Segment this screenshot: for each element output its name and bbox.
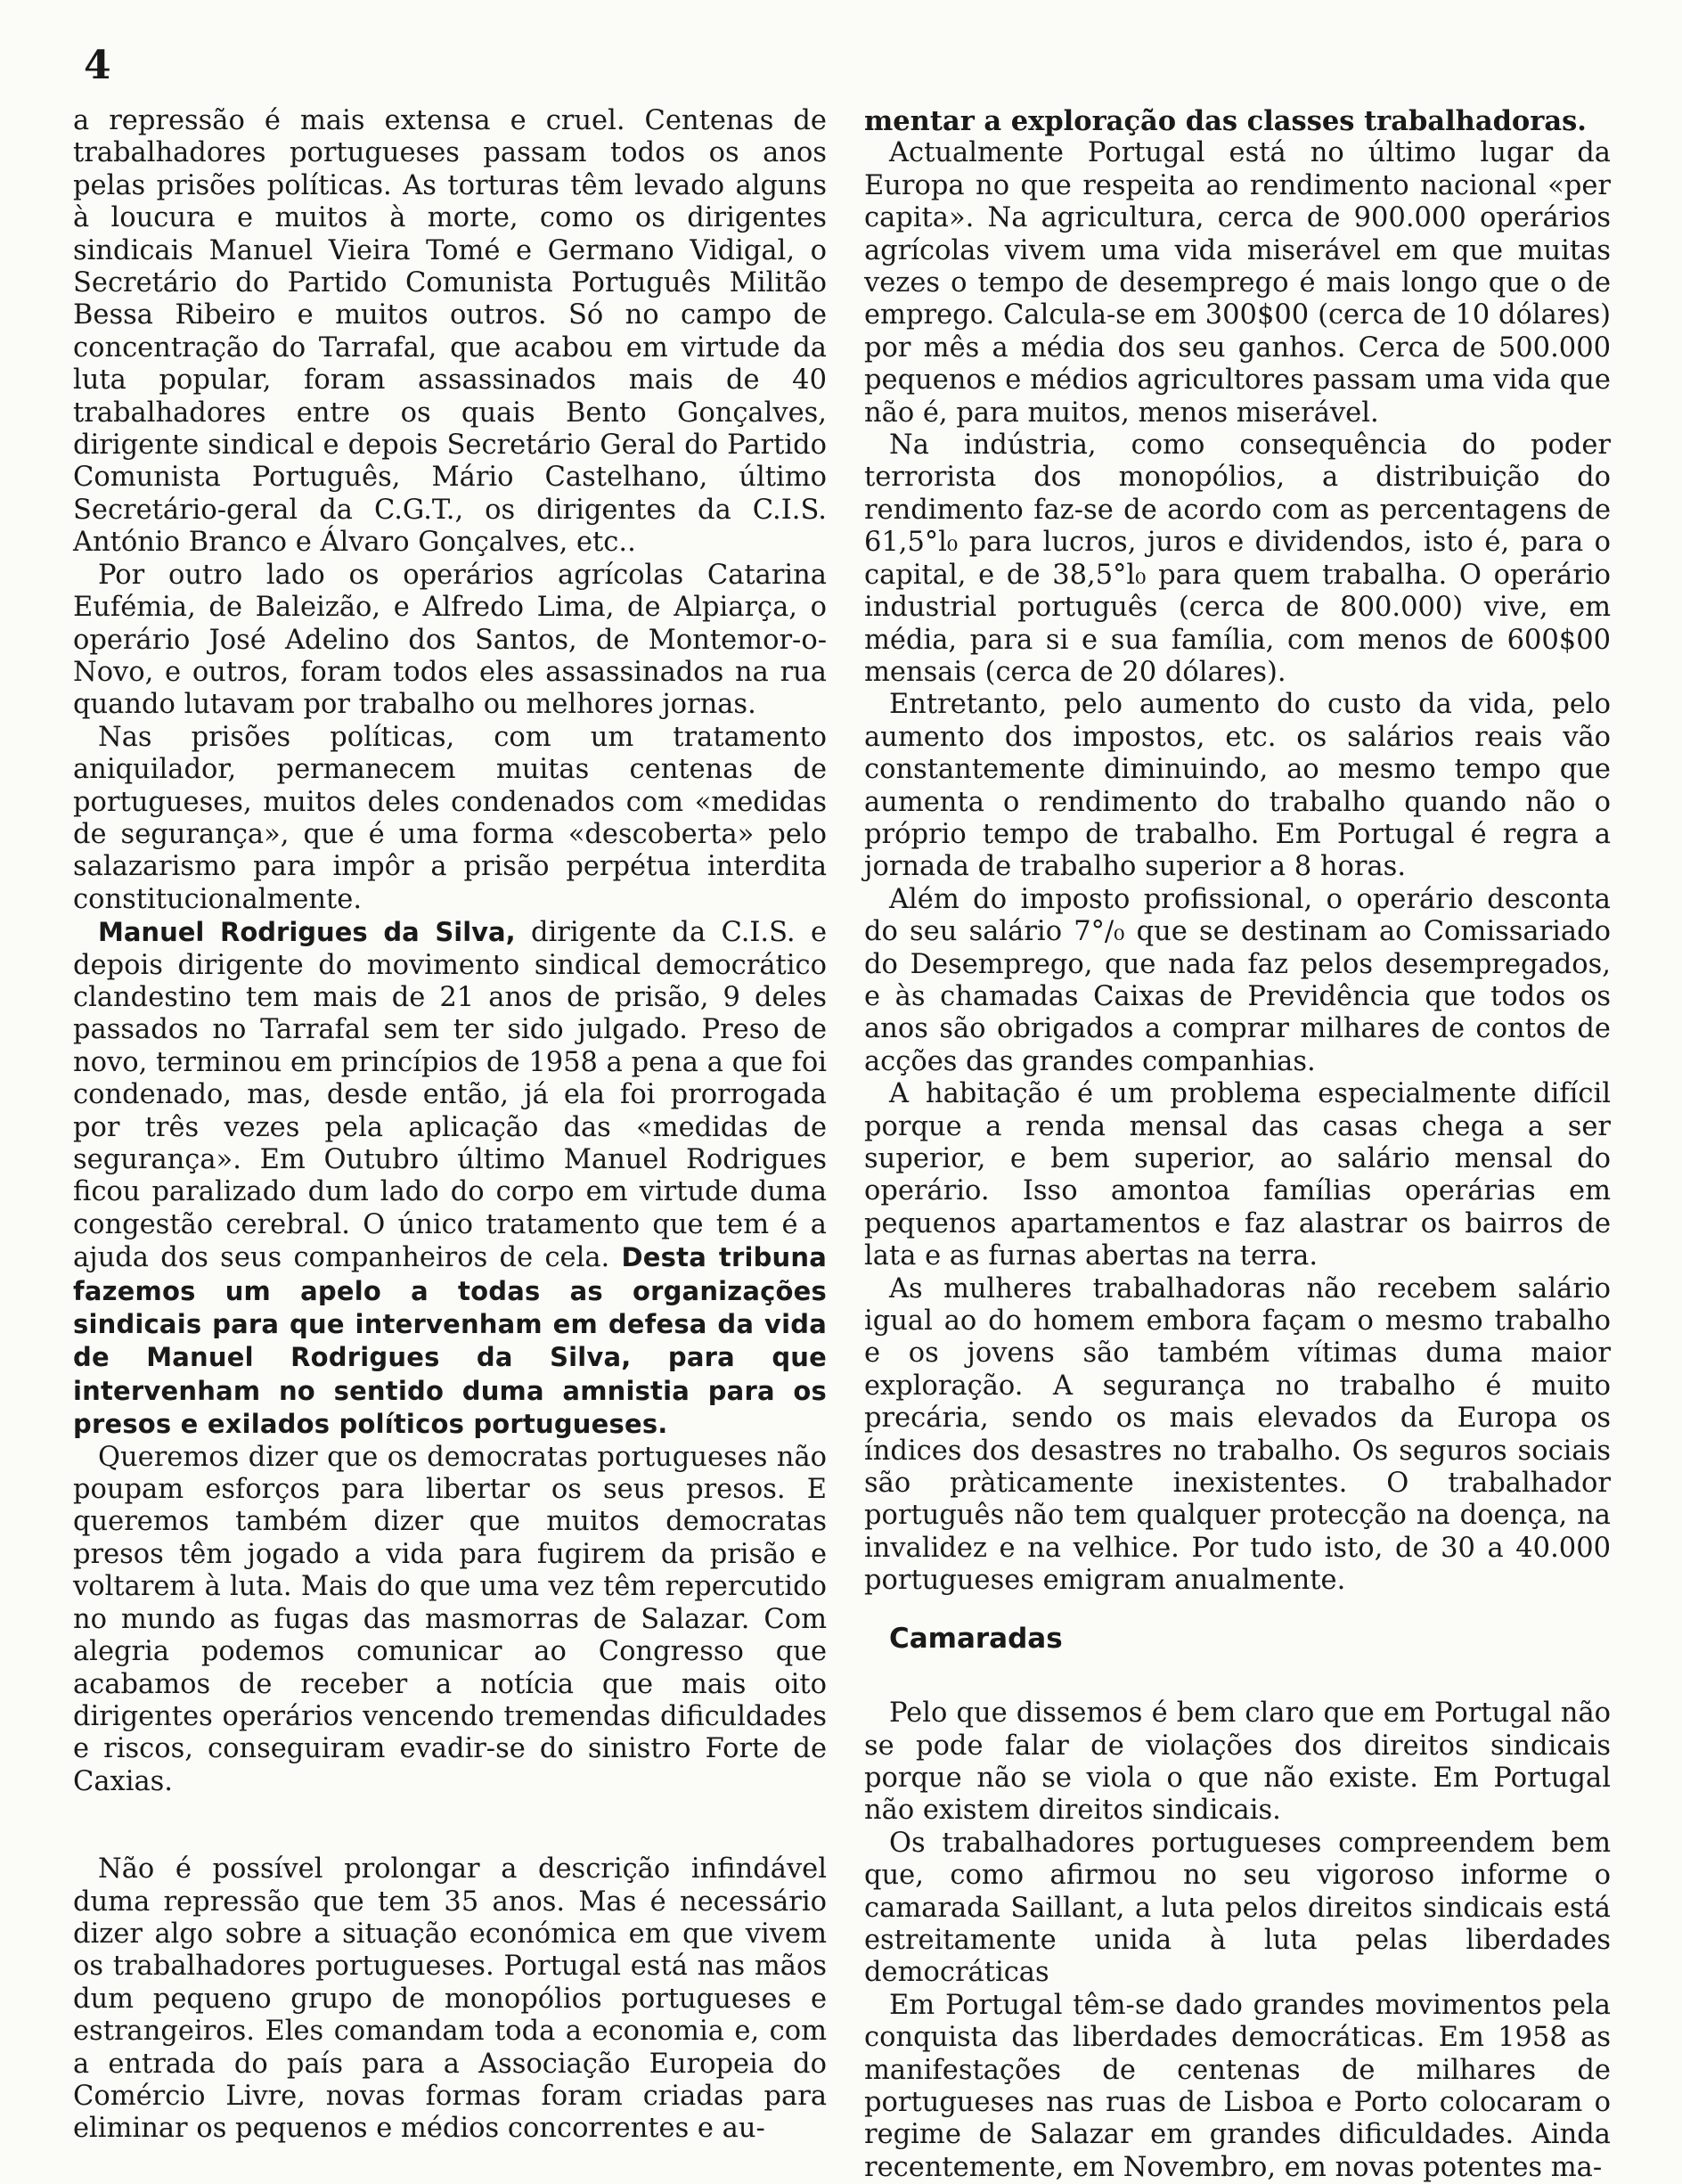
left-paragraph-5: Queremos dizer que os democratas portugueses não poupam esforços para libertar os seus presos. E queremos também dizer que muitos democratas presos têm jogado a vida para fugirem da prisão e voltarem à luta. Mais do que uma vez têm repercutido no mundo as fugas das masmorras de Salazar. Com alegria podemos comunicar ao Congresso que acabamos de receber a notícia que mais oito dirigentes operários vencendo tremendas dificuldades e riscos, conseguiram evadir-se do sinistro Forte de Caxias. [73,1441,827,1797]
left-paragraph-6: Não é possível prolongar a descrição infindável duma repressão que tem 35 anos. Mas é necessário dizer algo sobre a situação económica em que vivem os trabalhadores portugueses. Portugal está nas mãos dum pequeno grupo de monopólios portugueses e estrangeiros. Eles comandam toda a economia e, com a entrada do país para a Associação Europeia do Comércio Livre, novas formas foram criadas para eliminar os pequenos e médios concorrentes e au- [73,1853,827,2145]
right-paragraph-8: Os trabalhadores portugueses compreendem bem que, como afirmou no seu vigoroso informe o camarada Saillant, a luta pelos direitos sindicais está estreitamente unida à luta pelas liberdades democráticas [864,1827,1611,1989]
left-paragraph-4 [73,916,827,1442]
left-paragraph-2: Por outro lado os operários agrícolas Catarina Eufémia, de Baleizão, e Alfredo Lima, de Alpiarça, o operário José Adelino dos Santos, de Montemor-o-Novo, e outros, foram todos eles assassinados na rua quando lutavam por trabalho ou melhores jornas. [73,559,827,721]
right-paragraph-2: Na indústria, como consequência do poder terrorista dos monopólios, a distribuição do rendimento faz-se de acordo com as percentagens de 61,5°l₀ para lucros, juros e dividendos, isto é, para o capital, e de 38,5°l₀ para quem trabalha. O operário industrial português (cerca de 800.000) vive, em média, para si e sua família, com menos de 600$00 mensais (cerca de 20 dólares). [864,429,1611,688]
name-highlight: Manuel Rodrigues da Silva, [98,917,516,948]
right-paragraph-6: As mulheres trabalhadoras não recebem salário igual ao do homem embora façam o mesmo trabalho e os jovens são também vítimas duma maior exploração. A segurança no trabalho é muito precária, sendo os mais elevados da Europa os índices dos desastres no trabalho. Os seguros sociais são pràticamente inexistentes. O trabalhador português não tem qualquer protecção na doença, na invalidez e na velhice. Por tudo isto, de 30 a 40.000 portugueses emigram anualmente. [864,1272,1611,1597]
paragraph-gap [73,1798,827,1853]
appeal-text: Desta tribuna fazemos um apelo a todas as organizações sindicais para que intervenham em defesa da vida de Manuel Rodrigues da Silva, para que intervenham no sentido duma amnistia para os presos e exilados políticos portugueses. [73,1242,828,1440]
left-paragraph-4-body: dirigente da C.I.S. e depois dirigente do movimento sindical democrático clandestino tem mais de 21 anos de prisão, 9 deles passados no Tarrafal sem ter sido julgado. Preso de novo, terminou em princípios de 1958 a pena a que foi condenado, mas, desde então, já ela foi prorrogada por três vezes pela aplicação das «medidas de segurança». Em Outubro último Manuel Rodrigues ficou paralizado dum lado do corpo em virtude duma congestão cerebral. O único tratamento que tem é a ajuda dos seus companheiros de cela. [73,917,827,1274]
right-paragraph-5: A habitação é um problema especialmente difícil porque a renda mensal das casas chega a ser superior, e bem superior, ao salário mensal do operário. Isso amontoa famílias operárias em pequenos apartamentos e faz alastrar os bairros de lata e as furnas abertas na terra. [864,1078,1611,1272]
right-paragraph-7: Pelo que dissemos é bem claro que em Portugal não se pode falar de violações dos direitos sindicais porque não se viola o que não existe. Em Portugal não existem direitos sindicais. [864,1697,1611,1827]
right-column [864,105,1611,2184]
right-continuation-line: mentar a exploração das classes trabalhadoras. [864,105,1587,137]
right-paragraph-9: Em Portugal têm-se dado grandes movimentos pela conquista das liberdades democráticas. Em 1958 as manifestações de centenas de milhares de portugueses nas ruas de Lisboa e Porto colocaram o regime de Salazar em grandes dificuldades. Ainda recentemente, em Novembro, em novas potentes ma- [864,1989,1611,2183]
page-number: 4 [84,43,111,88]
section-heading: Camaradas [889,1622,1063,1655]
right-paragraph-1: Actualmente Portugal está no último lugar da Europa no que respeita ao rendimento nacional «per capita». Na agricultura, cerca de 900.000 operários agrícolas vivem uma vida miserável em que muitas vezes o tempo de desemprego é mais longo que o de emprego. Calcula-se em 300$00 (cerca de 10 dólares) por mês a média dos seu ganhos. Cerca de 500.000 pequenos e médios agricultores passam uma vida que não é, para muitos, menos miserável. [864,137,1611,429]
left-column [73,105,827,2146]
left-paragraph-3: Nas prisões políticas, com um tratamento aniquilador, permanecem muitas centenas de portugueses, muitos deles condenados com «medidas de segurança», que é uma forma «descoberta» pelo salazarismo para impôr a prisão perpétua interdita constitucionalmente. [73,721,827,915]
right-paragraph-4: Além do imposto profissional, o operário desconta do seu salário 7°/₀ que se destinam ao Comissariado do Desemprego, que nada faz pelos desempregados, e às chamadas Caixas de Previdência que todos os anos são obrigados a comprar milhares de contos de acções das grandes companhias. [864,883,1611,1077]
right-paragraph-3: Entretanto, pelo aumento do custo da vida, pelo aumento dos impostos, etc. os salários reais vão constantemente diminuindo, ao mesmo tempo que aumenta o rendimento do trabalho quando não o próprio tempo de trabalho. Em Portugal é regra a jornada de trabalho superior a 8 horas. [864,689,1611,883]
left-paragraph-1: a repressão é mais extensa e cruel. Centenas de trabalhadores portugueses passam todos os anos pelas prisões políticas. As torturas têm levado alguns à loucura e muitos à morte, como os dirigentes sindicais Manuel Vieira Tomé e Germano Vidigal, o Secretário do Partido Comunista Português Militão Bessa Ribeiro e muitos outros. Só no campo de concentração do Tarrafal, que acabou em virtude da luta popular, foram assassinados mais de 40 trabalhadores entre os quais Bento Gonçalves, dirigente sindical e depois Secretário Geral do Partido Comunista Português, Mário Castelhano, último Secretário-geral da C.G.T., os dirigentes da C.I.S. António Branco e Álvaro Gonçalves, etc.. [73,105,827,559]
